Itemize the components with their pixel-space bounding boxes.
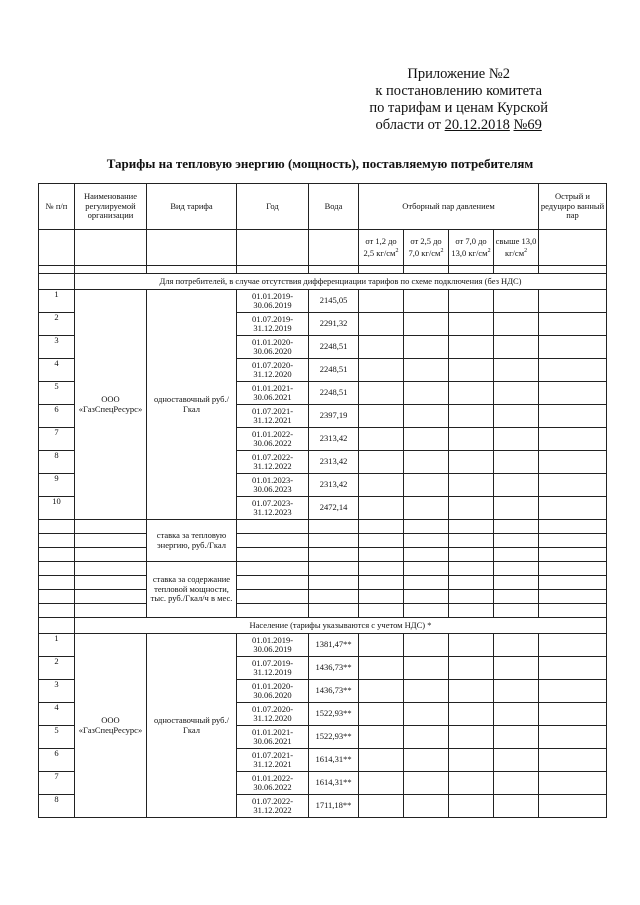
water-price: 1614,31** bbox=[309, 749, 359, 772]
tariff-type: одноставочный руб./Гкал bbox=[147, 634, 237, 818]
organization-name: ООО «ГазСпецРесурс» bbox=[75, 634, 147, 818]
empty-cell bbox=[449, 772, 494, 795]
empty-cell bbox=[449, 548, 494, 562]
empty-cell bbox=[539, 772, 607, 795]
empty-cell bbox=[39, 534, 75, 548]
spacer-cell bbox=[539, 266, 607, 274]
empty-cell bbox=[237, 590, 309, 604]
empty-cell bbox=[494, 474, 539, 497]
empty-cell bbox=[404, 590, 449, 604]
empty-cell bbox=[359, 749, 404, 772]
header-year: Год bbox=[237, 184, 309, 230]
empty-cell bbox=[449, 405, 494, 428]
water-price: 1436,73** bbox=[309, 657, 359, 680]
spacer-cell bbox=[404, 266, 449, 274]
empty-cell bbox=[494, 313, 539, 336]
empty-cell bbox=[539, 405, 607, 428]
empty-cell bbox=[404, 548, 449, 562]
empty-cell bbox=[359, 576, 404, 590]
empty-cell bbox=[404, 749, 449, 772]
empty-cell bbox=[404, 359, 449, 382]
empty-cell bbox=[404, 290, 449, 313]
empty-cell bbox=[359, 772, 404, 795]
table-row bbox=[39, 534, 607, 548]
period: 01.07.2020-31.12.2020 bbox=[237, 359, 309, 382]
empty-cell bbox=[494, 428, 539, 451]
table-row bbox=[39, 290, 607, 313]
row-number: 2 bbox=[39, 657, 75, 680]
empty-cell bbox=[359, 590, 404, 604]
water-price: 2145,05 bbox=[309, 290, 359, 313]
row-number: 8 bbox=[39, 795, 75, 818]
empty-cell bbox=[404, 576, 449, 590]
water-price: 2313,42 bbox=[309, 451, 359, 474]
empty-cell bbox=[404, 428, 449, 451]
empty-cell bbox=[359, 657, 404, 680]
appendix-line-2: к постановлению комитета bbox=[375, 83, 543, 99]
header-empty bbox=[539, 230, 607, 266]
empty-cell bbox=[39, 548, 75, 562]
empty-cell bbox=[449, 726, 494, 749]
empty-cell bbox=[404, 313, 449, 336]
empty-cell bbox=[449, 382, 494, 405]
empty-cell bbox=[39, 520, 75, 534]
empty-cell bbox=[539, 451, 607, 474]
empty-cell bbox=[237, 604, 309, 618]
empty-cell bbox=[449, 562, 494, 576]
period: 01.01.2022-30.06.2022 bbox=[237, 772, 309, 795]
row-number: 4 bbox=[39, 703, 75, 726]
empty-cell bbox=[494, 534, 539, 548]
empty-cell bbox=[539, 604, 607, 618]
row-number: 6 bbox=[39, 749, 75, 772]
period: 01.07.2022-31.12.2022 bbox=[237, 451, 309, 474]
empty-cell bbox=[359, 382, 404, 405]
water-price: 2313,42 bbox=[309, 428, 359, 451]
period: 01.01.2020-30.06.2020 bbox=[237, 336, 309, 359]
empty-cell bbox=[449, 313, 494, 336]
spacer-cell bbox=[359, 266, 404, 274]
empty-cell bbox=[404, 604, 449, 618]
empty-cell bbox=[539, 534, 607, 548]
row-number: 7 bbox=[39, 772, 75, 795]
empty-cell bbox=[494, 657, 539, 680]
spacer-row bbox=[39, 266, 607, 274]
section-2-num-cell bbox=[39, 618, 75, 634]
section-1-title: Для потребителей, в случае отсутствия дифференциации тарифов по схеме подключения (без НДС) bbox=[75, 274, 607, 290]
header-pressure-4: свыше 13,0 $кг/см^2$ bbox=[494, 230, 539, 266]
empty-cell bbox=[449, 336, 494, 359]
empty-cell bbox=[309, 562, 359, 576]
empty-cell bbox=[39, 576, 75, 590]
empty-cell bbox=[539, 359, 607, 382]
table-row bbox=[39, 604, 607, 618]
empty-cell bbox=[39, 590, 75, 604]
empty-cell bbox=[75, 590, 147, 604]
empty-cell bbox=[449, 703, 494, 726]
header-pressure-2: от 2,5 до 7,0 $кг/см^2$ bbox=[404, 230, 449, 266]
period: 01.01.2022-30.06.2022 bbox=[237, 428, 309, 451]
empty-cell bbox=[39, 604, 75, 618]
header-sharp-steam: Острый и редуциро ванный пар bbox=[539, 184, 607, 230]
empty-cell bbox=[539, 680, 607, 703]
empty-cell bbox=[494, 382, 539, 405]
empty-cell bbox=[539, 562, 607, 576]
spacer-cell bbox=[39, 266, 75, 274]
appendix-date: 20.12.2018 bbox=[444, 117, 510, 133]
empty-cell bbox=[539, 313, 607, 336]
header-row-2 bbox=[39, 230, 607, 266]
empty-cell bbox=[309, 576, 359, 590]
empty-cell bbox=[404, 451, 449, 474]
empty-cell bbox=[359, 604, 404, 618]
document-title: Тарифы на тепловую энергию (мощность), поставляемую потребителям bbox=[106, 156, 534, 171]
empty-cell bbox=[39, 562, 75, 576]
row-number: 7 bbox=[39, 428, 75, 451]
empty-cell bbox=[75, 534, 147, 548]
empty-cell bbox=[359, 451, 404, 474]
appendix-line-4 bbox=[369, 117, 548, 134]
empty-cell bbox=[494, 795, 539, 818]
water-price: 2248,51 bbox=[309, 336, 359, 359]
empty-cell bbox=[404, 703, 449, 726]
table-row bbox=[39, 634, 607, 657]
empty-cell bbox=[494, 703, 539, 726]
empty-cell bbox=[449, 576, 494, 590]
empty-cell bbox=[309, 534, 359, 548]
appendix-block bbox=[369, 66, 548, 134]
empty-cell bbox=[359, 313, 404, 336]
empty-cell bbox=[539, 497, 607, 520]
empty-cell bbox=[359, 680, 404, 703]
empty-cell bbox=[404, 534, 449, 548]
empty-cell bbox=[449, 604, 494, 618]
table-row bbox=[39, 562, 607, 576]
empty-cell bbox=[494, 680, 539, 703]
row-number: 5 bbox=[39, 726, 75, 749]
empty-cell bbox=[449, 520, 494, 534]
empty-cell bbox=[237, 534, 309, 548]
empty-cell bbox=[359, 534, 404, 548]
water-price: 2397,19 bbox=[309, 405, 359, 428]
empty-cell bbox=[75, 548, 147, 562]
empty-cell bbox=[539, 795, 607, 818]
empty-cell bbox=[359, 474, 404, 497]
table-row bbox=[39, 520, 607, 534]
empty-cell bbox=[494, 290, 539, 313]
empty-cell bbox=[404, 382, 449, 405]
empty-cell bbox=[359, 548, 404, 562]
empty-cell bbox=[449, 428, 494, 451]
header-steam: Отборный пар давлением bbox=[359, 184, 539, 230]
header-water: Вода bbox=[309, 184, 359, 230]
empty-cell bbox=[539, 634, 607, 657]
appendix-number: №69 bbox=[513, 117, 542, 133]
spacer-cell bbox=[147, 266, 237, 274]
tariff-table-body bbox=[39, 184, 607, 818]
empty-cell bbox=[494, 749, 539, 772]
empty-cell bbox=[359, 726, 404, 749]
empty-cell bbox=[449, 451, 494, 474]
header-org: Наименование регулируемой организации bbox=[75, 184, 147, 230]
empty-cell bbox=[449, 534, 494, 548]
empty-cell bbox=[309, 520, 359, 534]
appendix-line-1: Приложение №2 bbox=[407, 66, 510, 82]
empty-cell bbox=[359, 634, 404, 657]
empty-cell bbox=[494, 405, 539, 428]
period: 01.07.2019-31.12.2019 bbox=[237, 657, 309, 680]
empty-cell bbox=[237, 562, 309, 576]
spacer-cell bbox=[449, 266, 494, 274]
empty-cell bbox=[404, 405, 449, 428]
period: 01.01.2021-30.06.2021 bbox=[237, 726, 309, 749]
header-empty bbox=[39, 230, 75, 266]
empty-cell bbox=[404, 657, 449, 680]
empty-cell bbox=[494, 336, 539, 359]
period: 01.01.2021-30.06.2021 bbox=[237, 382, 309, 405]
row-number: 9 bbox=[39, 474, 75, 497]
empty-cell bbox=[359, 562, 404, 576]
row-number: 3 bbox=[39, 336, 75, 359]
spacer-cell bbox=[309, 266, 359, 274]
empty-cell bbox=[494, 590, 539, 604]
empty-cell bbox=[449, 497, 494, 520]
empty-cell bbox=[494, 548, 539, 562]
empty-cell bbox=[309, 548, 359, 562]
empty-cell bbox=[539, 382, 607, 405]
header-pressure-3: от 7,0 до 13,0 $кг/см^2$ bbox=[449, 230, 494, 266]
empty-cell bbox=[359, 428, 404, 451]
empty-cell bbox=[494, 634, 539, 657]
tariff-table bbox=[38, 183, 607, 818]
empty-cell bbox=[539, 657, 607, 680]
empty-cell bbox=[404, 497, 449, 520]
empty-cell bbox=[494, 359, 539, 382]
empty-cell bbox=[404, 795, 449, 818]
empty-cell bbox=[494, 520, 539, 534]
empty-cell bbox=[404, 474, 449, 497]
row-number: 5 bbox=[39, 382, 75, 405]
empty-cell bbox=[359, 703, 404, 726]
empty-cell bbox=[494, 497, 539, 520]
spacer-cell bbox=[494, 266, 539, 274]
empty-cell bbox=[75, 562, 147, 576]
organization-name: ООО «ГазСпецРесурс» bbox=[75, 290, 147, 520]
water-price: 2291,32 bbox=[309, 313, 359, 336]
empty-cell bbox=[449, 590, 494, 604]
empty-cell bbox=[75, 604, 147, 618]
section-1-title-row bbox=[39, 274, 607, 290]
section-2-title: Население (тарифы указываются с учетом НДС) * bbox=[75, 618, 607, 634]
empty-cell bbox=[449, 634, 494, 657]
empty-cell bbox=[359, 290, 404, 313]
empty-cell bbox=[494, 772, 539, 795]
empty-cell bbox=[309, 590, 359, 604]
rate-energy-label: ставка за тепловую энергию, руб./Гкал bbox=[147, 520, 237, 562]
empty-cell bbox=[539, 703, 607, 726]
table-row bbox=[39, 548, 607, 562]
empty-cell bbox=[539, 520, 607, 534]
period: 01.01.2019-30.06.2019 bbox=[237, 634, 309, 657]
rate-capacity-label: ставка за содержание тепловой мощности, тыс. руб./Гкал/ч в мес. bbox=[147, 562, 237, 618]
empty-cell bbox=[404, 634, 449, 657]
period: 01.07.2021-31.12.2021 bbox=[237, 405, 309, 428]
empty-cell bbox=[404, 772, 449, 795]
row-number: 2 bbox=[39, 313, 75, 336]
row-number: 8 bbox=[39, 451, 75, 474]
empty-cell bbox=[449, 359, 494, 382]
section-2-title-row bbox=[39, 618, 607, 634]
period: 01.07.2020-31.12.2020 bbox=[237, 703, 309, 726]
empty-cell bbox=[494, 451, 539, 474]
empty-cell bbox=[404, 562, 449, 576]
empty-cell bbox=[309, 604, 359, 618]
empty-cell bbox=[359, 520, 404, 534]
section-1-num-cell bbox=[39, 274, 75, 290]
period: 01.07.2019-31.12.2019 bbox=[237, 313, 309, 336]
empty-cell bbox=[75, 520, 147, 534]
period: 01.07.2021-31.12.2021 bbox=[237, 749, 309, 772]
empty-cell bbox=[237, 520, 309, 534]
empty-cell bbox=[404, 336, 449, 359]
empty-cell bbox=[404, 520, 449, 534]
empty-cell bbox=[539, 576, 607, 590]
row-number: 1 bbox=[39, 290, 75, 313]
appendix-line-3: по тарифам и ценам Курской bbox=[369, 100, 548, 116]
empty-cell bbox=[75, 576, 147, 590]
water-price: 2472,14 bbox=[309, 497, 359, 520]
period: 01.01.2019-30.06.2019 bbox=[237, 290, 309, 313]
header-tariff-type: Вид тарифа bbox=[147, 184, 237, 230]
water-price: 1711,18** bbox=[309, 795, 359, 818]
row-number: 3 bbox=[39, 680, 75, 703]
empty-cell bbox=[404, 680, 449, 703]
empty-cell bbox=[539, 590, 607, 604]
header-empty bbox=[147, 230, 237, 266]
empty-cell bbox=[494, 604, 539, 618]
empty-cell bbox=[494, 726, 539, 749]
empty-cell bbox=[449, 474, 494, 497]
header-empty bbox=[309, 230, 359, 266]
spacer-cell bbox=[237, 266, 309, 274]
water-price: 2248,51 bbox=[309, 359, 359, 382]
header-row-1 bbox=[39, 184, 607, 230]
tariff-type: одноставочный руб./Гкал bbox=[147, 290, 237, 520]
appendix-prefix: области от bbox=[375, 117, 445, 133]
empty-cell bbox=[449, 680, 494, 703]
empty-cell bbox=[494, 562, 539, 576]
spacer-cell bbox=[75, 266, 147, 274]
empty-cell bbox=[359, 405, 404, 428]
water-price: 2313,42 bbox=[309, 474, 359, 497]
period: 01.01.2023-30.06.2023 bbox=[237, 474, 309, 497]
empty-cell bbox=[449, 290, 494, 313]
row-number: 4 bbox=[39, 359, 75, 382]
header-empty bbox=[75, 230, 147, 266]
water-price: 1614,31** bbox=[309, 772, 359, 795]
period: 01.01.2020-30.06.2020 bbox=[237, 680, 309, 703]
empty-cell bbox=[449, 795, 494, 818]
empty-cell bbox=[449, 749, 494, 772]
water-price: 1436,73** bbox=[309, 680, 359, 703]
empty-cell bbox=[237, 576, 309, 590]
empty-cell bbox=[359, 795, 404, 818]
empty-cell bbox=[539, 428, 607, 451]
empty-cell bbox=[539, 336, 607, 359]
empty-cell bbox=[449, 657, 494, 680]
header-num: № п/п bbox=[39, 184, 75, 230]
period: 01.07.2023-31.12.2023 bbox=[237, 497, 309, 520]
row-number: 6 bbox=[39, 405, 75, 428]
water-price: 1522,93** bbox=[309, 703, 359, 726]
empty-cell bbox=[539, 749, 607, 772]
row-number: 1 bbox=[39, 634, 75, 657]
empty-cell bbox=[359, 336, 404, 359]
header-pressure-1: от 1,2 до 2,5 $кг/см^2$ bbox=[359, 230, 404, 266]
empty-cell bbox=[359, 497, 404, 520]
empty-cell bbox=[539, 474, 607, 497]
header-empty bbox=[237, 230, 309, 266]
empty-cell bbox=[539, 548, 607, 562]
empty-cell bbox=[359, 359, 404, 382]
empty-cell bbox=[237, 548, 309, 562]
empty-cell bbox=[494, 576, 539, 590]
water-price: 1522,93** bbox=[309, 726, 359, 749]
table-row bbox=[39, 590, 607, 604]
empty-cell bbox=[404, 726, 449, 749]
empty-cell bbox=[539, 726, 607, 749]
water-price: 1381,47** bbox=[309, 634, 359, 657]
empty-cell bbox=[539, 290, 607, 313]
water-price: 2248,51 bbox=[309, 382, 359, 405]
row-number: 10 bbox=[39, 497, 75, 520]
table-row bbox=[39, 576, 607, 590]
period: 01.07.2022-31.12.2022 bbox=[237, 795, 309, 818]
